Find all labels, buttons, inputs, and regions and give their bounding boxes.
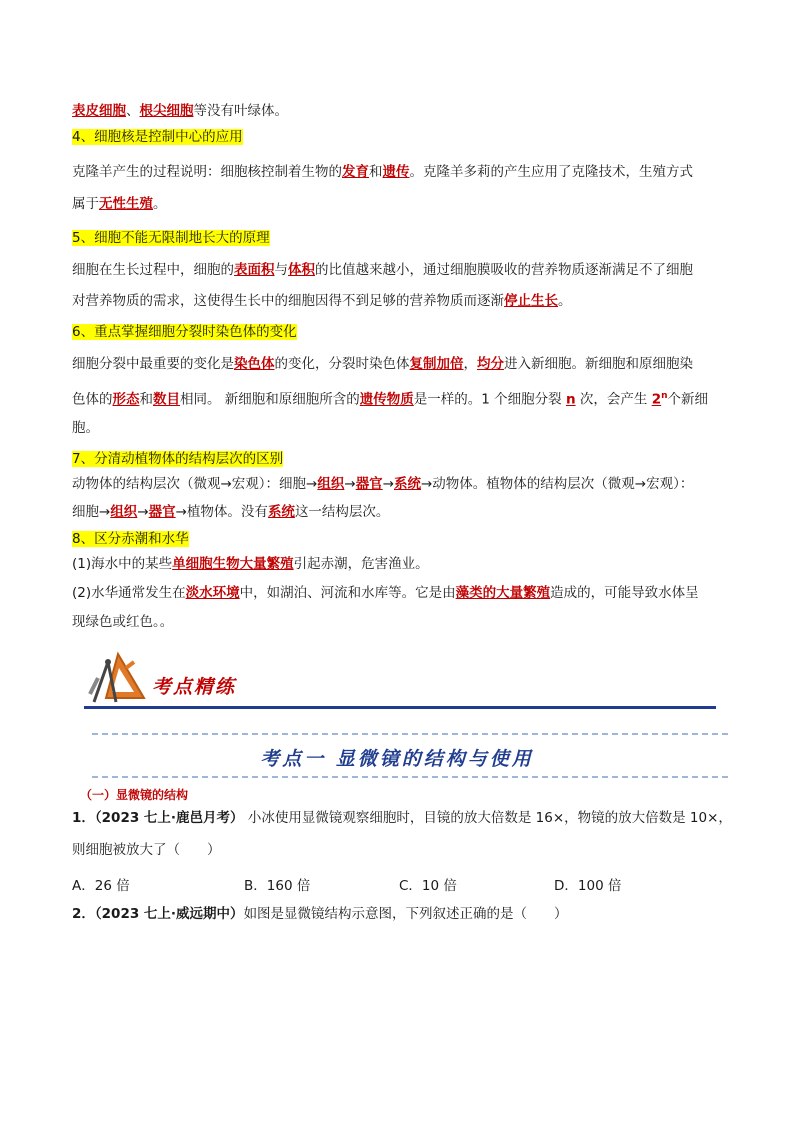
paragraph-6-line-2: 色体的形态和数目相同。 新细胞和原细胞所含的遗传物质是一样的。1 个细胞分裂 n 次，会产生 2$^n$个新细 <box>72 391 709 408</box>
key-term: 根尖细胞 <box>139 103 194 119</box>
banner-rule <box>84 706 716 709</box>
question-1-line-1: 1．（2023 七上·鹿邑月考） 小冰使用显微镜观察细胞时，目镜的放大倍数是 16×，物镜的放大倍数是 10×， <box>72 810 732 826</box>
divider <box>92 776 728 778</box>
paragraph-6-line-3: 胞。 <box>72 420 99 436</box>
option-d[interactable]: D．100 倍 <box>554 878 622 894</box>
paragraph-5-line-2: 对营养物质的需求，这使得生长中的细胞因得不到足够的营养物质而逐渐停止生长。 <box>72 293 572 309</box>
subsection-title: （一）显微镜的结构 <box>80 788 189 802</box>
note-line-1: 表皮细胞、根尖细胞等没有叶绿体。 <box>72 103 288 119</box>
paragraph-4-line-1: 克隆羊产生的过程说明：细胞核控制着生物的发育和遗传。克隆羊多莉的产生应用了克隆技术，生殖方式 <box>72 164 693 180</box>
paragraph-7-line-2: 细胞→组织→器官→植物体。没有系统这一结构层次。 <box>72 504 390 520</box>
divider <box>92 733 728 735</box>
option-a[interactable]: A．26 倍 <box>72 878 130 894</box>
heading-8: 8、区分赤潮和水华 <box>72 531 189 547</box>
paragraph-8-line-1: (1)海水中的某些单细胞生物大量繁殖引起赤潮，危害渔业。 <box>72 556 429 572</box>
question-1-line-2: 则细胞被放大了（ ） <box>72 842 221 858</box>
paragraph-4-line-2: 属于无性生殖。 <box>72 196 167 212</box>
key-term: 表皮细胞 <box>72 103 126 119</box>
paragraph-5-line-1: 细胞在生长过程中，细胞的表面积与体积的比值越来越小，通过细胞膜吸收的营养物质逐渐满足不了细胞 <box>72 262 693 278</box>
paragraph-8-line-3: 现绿色或红色。。 <box>72 614 174 630</box>
paragraph-7-line-1: 动物体的结构层次（微观→宏观）：细胞→组织→器官→系统→动物体。植物体的结构层次（微观→宏观）： <box>72 476 694 492</box>
heading-6: 6、重点掌握细胞分裂时染色体的变化 <box>72 324 297 340</box>
heading-4: 4、细胞核是控制中心的应用 <box>72 129 243 145</box>
question-2-line-1: 2．（2023 七上·威远期中）如图是显微镜结构示意图，下列叙述正确的是（ ） <box>72 906 568 922</box>
heading-7: 7、分清动植物体的结构层次的区别 <box>72 451 284 467</box>
option-b[interactable]: B．160 倍 <box>244 878 311 894</box>
heading-5: 5、细胞不能无限制地长大的原理 <box>72 230 270 246</box>
drafting-tools-icon <box>86 648 150 708</box>
banner-title: 考点精练 <box>152 676 237 698</box>
option-c[interactable]: C．10 倍 <box>399 878 457 894</box>
section-title: 考点一 显微镜的结构与使用 <box>260 748 534 770</box>
paragraph-8-line-2: (2)水华通常发生在淡水环境中，如湖泊、河流和水库等。它是由藻类的大量繁殖造成的，可能导致水体呈 <box>72 585 699 601</box>
paragraph-6-line-1: 细胞分裂中最重要的变化是染色体的变化，分裂时染色体复制加倍，均分进入新细胞。新细胞和原细胞染 <box>72 356 693 372</box>
